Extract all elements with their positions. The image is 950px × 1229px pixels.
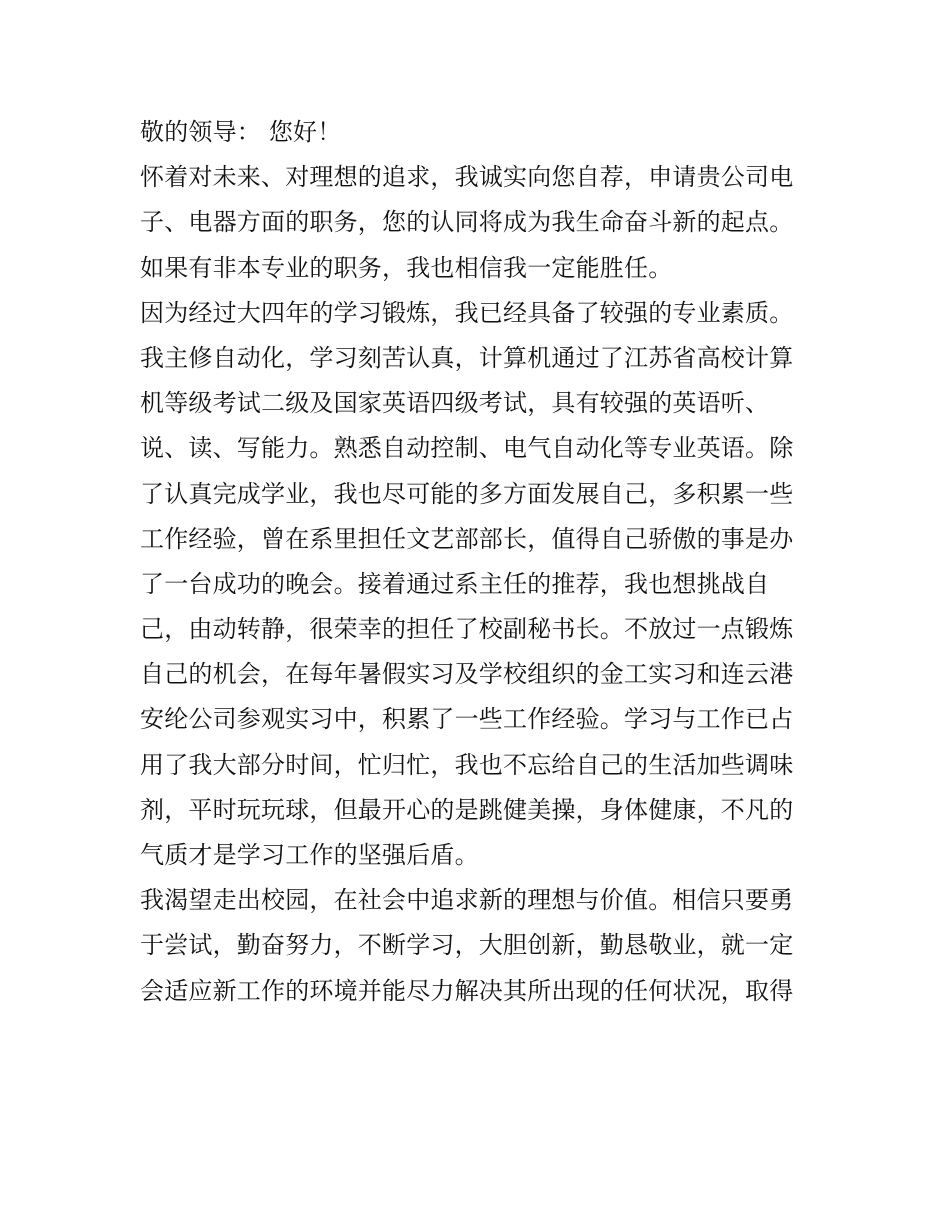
text-line: 说、读、写能力。熟悉自动控制、电气自动化等专业英语。除: [140, 434, 794, 463]
text-line: 我渴望走出校园，在社会中追求新的理想与价值。相信只要勇: [140, 886, 794, 915]
text-line: 怀着对未来、对理想的追求，我诚实向您自荐，申请贵公司电: [140, 163, 794, 192]
text-line: 了认真完成学业，我也尽可能的多方面发展自己，多积累一些: [140, 479, 794, 508]
text-line: 子、电器方面的职务，您的认同将成为我生命奋斗新的起点。: [140, 208, 794, 237]
text-line: 会适应新工作的环境并能尽力解决其所出现的任何状况，取得: [140, 976, 794, 1005]
letter-body: [140, 110, 820, 1014]
text-line: 如果有非本专业的职务，我也相信我一定能胜任。: [140, 253, 673, 282]
text-line: 自己的机会，在每年暑假实习及学校组织的金工实习和连云港: [140, 660, 794, 689]
text-line: 工作经验，曾在系里担任文艺部部长，值得自己骄傲的事是办: [140, 524, 794, 553]
text-line: 机等级考试二级及国家英语四级考试，具有较强的英语听、: [140, 389, 770, 418]
text-line: 剂，平时玩玩球，但最开心的是跳健美操，身体健康，不凡的: [140, 795, 794, 824]
text-line: 于尝试，勤奋努力，不断学习，大胆创新，勤恳敬业，就一定: [140, 931, 794, 960]
text-line: 气质才是学习工作的坚强后盾。: [140, 841, 479, 869]
text-line: 敬的领导： 您好！: [140, 118, 342, 146]
text-line: 我主修自动化，学习刻苦认真，计算机通过了江苏省高校计算: [140, 343, 794, 372]
text-line: 己，由动转静，很荣幸的担任了校副秘书长。不放过一点锻炼: [140, 615, 794, 644]
text-line: 了一台成功的晚会。接着通过系主任的推荐，我也想挑战自: [140, 569, 770, 598]
text-line: 安纶公司参观实习中，积累了一些工作经验。学习与工作已占: [140, 705, 794, 734]
text-line: 用了我大部分时间，忙归忙，我也不忘给自己的生活加些调味: [140, 750, 794, 779]
text-line: 因为经过大四年的学习锻炼，我已经具备了较强的专业素质。: [140, 298, 794, 327]
